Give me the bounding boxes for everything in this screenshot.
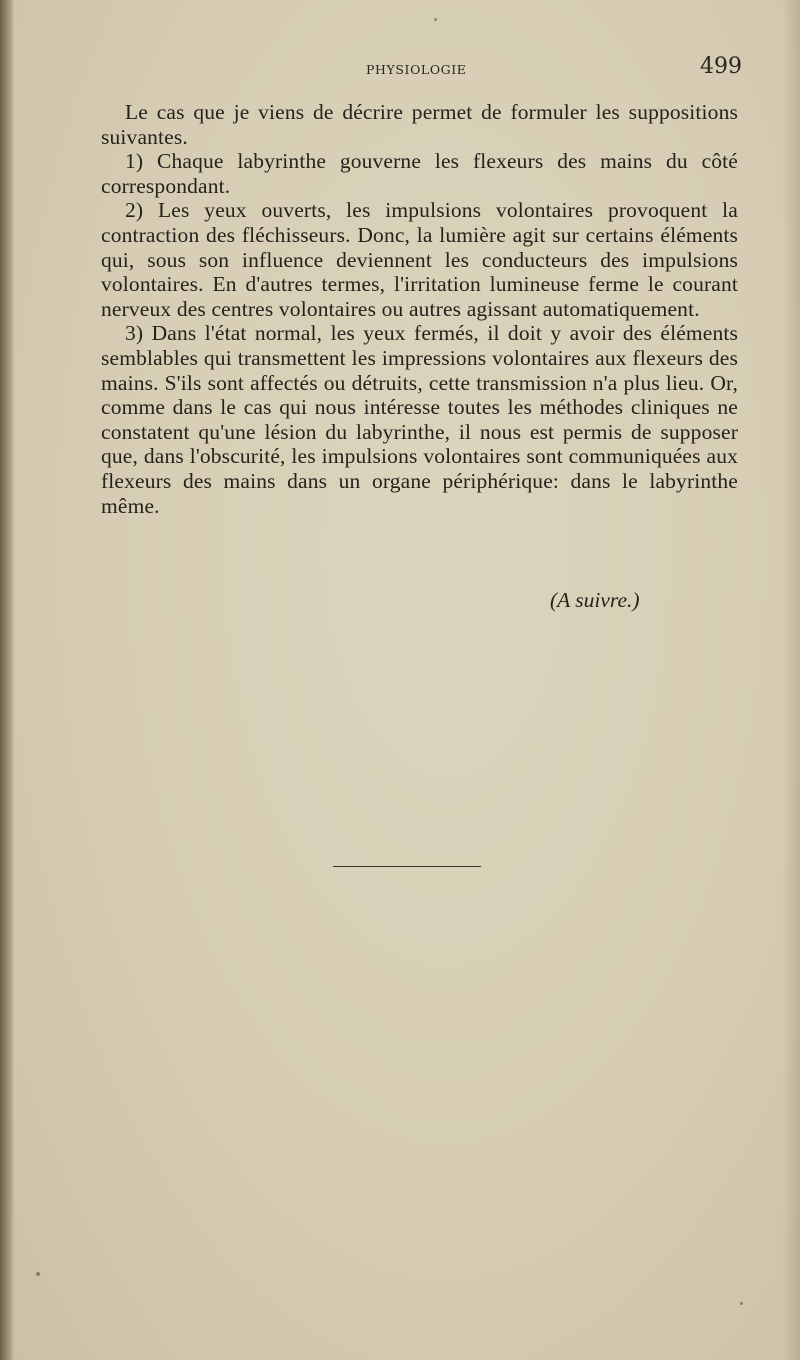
- to-be-continued-note: [550, 588, 640, 613]
- continuation-text: (A suivre.): [550, 588, 640, 612]
- paragraph: 3) Dans l'état normal, les yeux fermés, il doit y avoir des éléments semblables qui transmettent les impressions volontaires aux flexeurs des mains. S'ils sont affectés ou détruits, cette transmission n'a plus lieu. Or, comme dans le cas qui nous intéresse toutes les méthodes cliniques ne constatent qu'une lésion du labyrinthe, il nous est permis de supposer que, dans l'obscurité, les impulsions volontaires sont communiquées aux flexeurs des mains dans un organe périphérique: dans le labyrinthe même.: [101, 321, 738, 518]
- paper-speck: [36, 1272, 40, 1276]
- body-text: [101, 100, 738, 518]
- end-rule-divider: [333, 866, 481, 867]
- page-edge-shadow: [782, 0, 800, 1360]
- running-title: PHYSIOLOGIE: [366, 62, 467, 77]
- paragraph: Le cas que je viens de décrire permet de formuler les suppositions suivantes.: [101, 100, 738, 149]
- paper-speck: [434, 18, 437, 21]
- page-number: 499: [700, 54, 742, 79]
- paragraph: 2) Les yeux ouverts, les impulsions volontaires provoquent la contraction des fléchisseurs. Donc, la lumière agit sur certains éléments qui, sous son influence deviennent les conducteurs des impulsions volontaires. En d'autres termes, l'irritation lumineuse ferme le courant nerveux des centres volontaires ou autres agissant automatiquement.: [101, 198, 738, 321]
- paper-speck: [740, 1302, 743, 1305]
- paragraph: 1) Chaque labyrinthe gouverne les flexeurs des mains du côté correspondant.: [101, 149, 738, 198]
- book-gutter-shadow: [0, 0, 14, 1360]
- page-header: [0, 54, 800, 84]
